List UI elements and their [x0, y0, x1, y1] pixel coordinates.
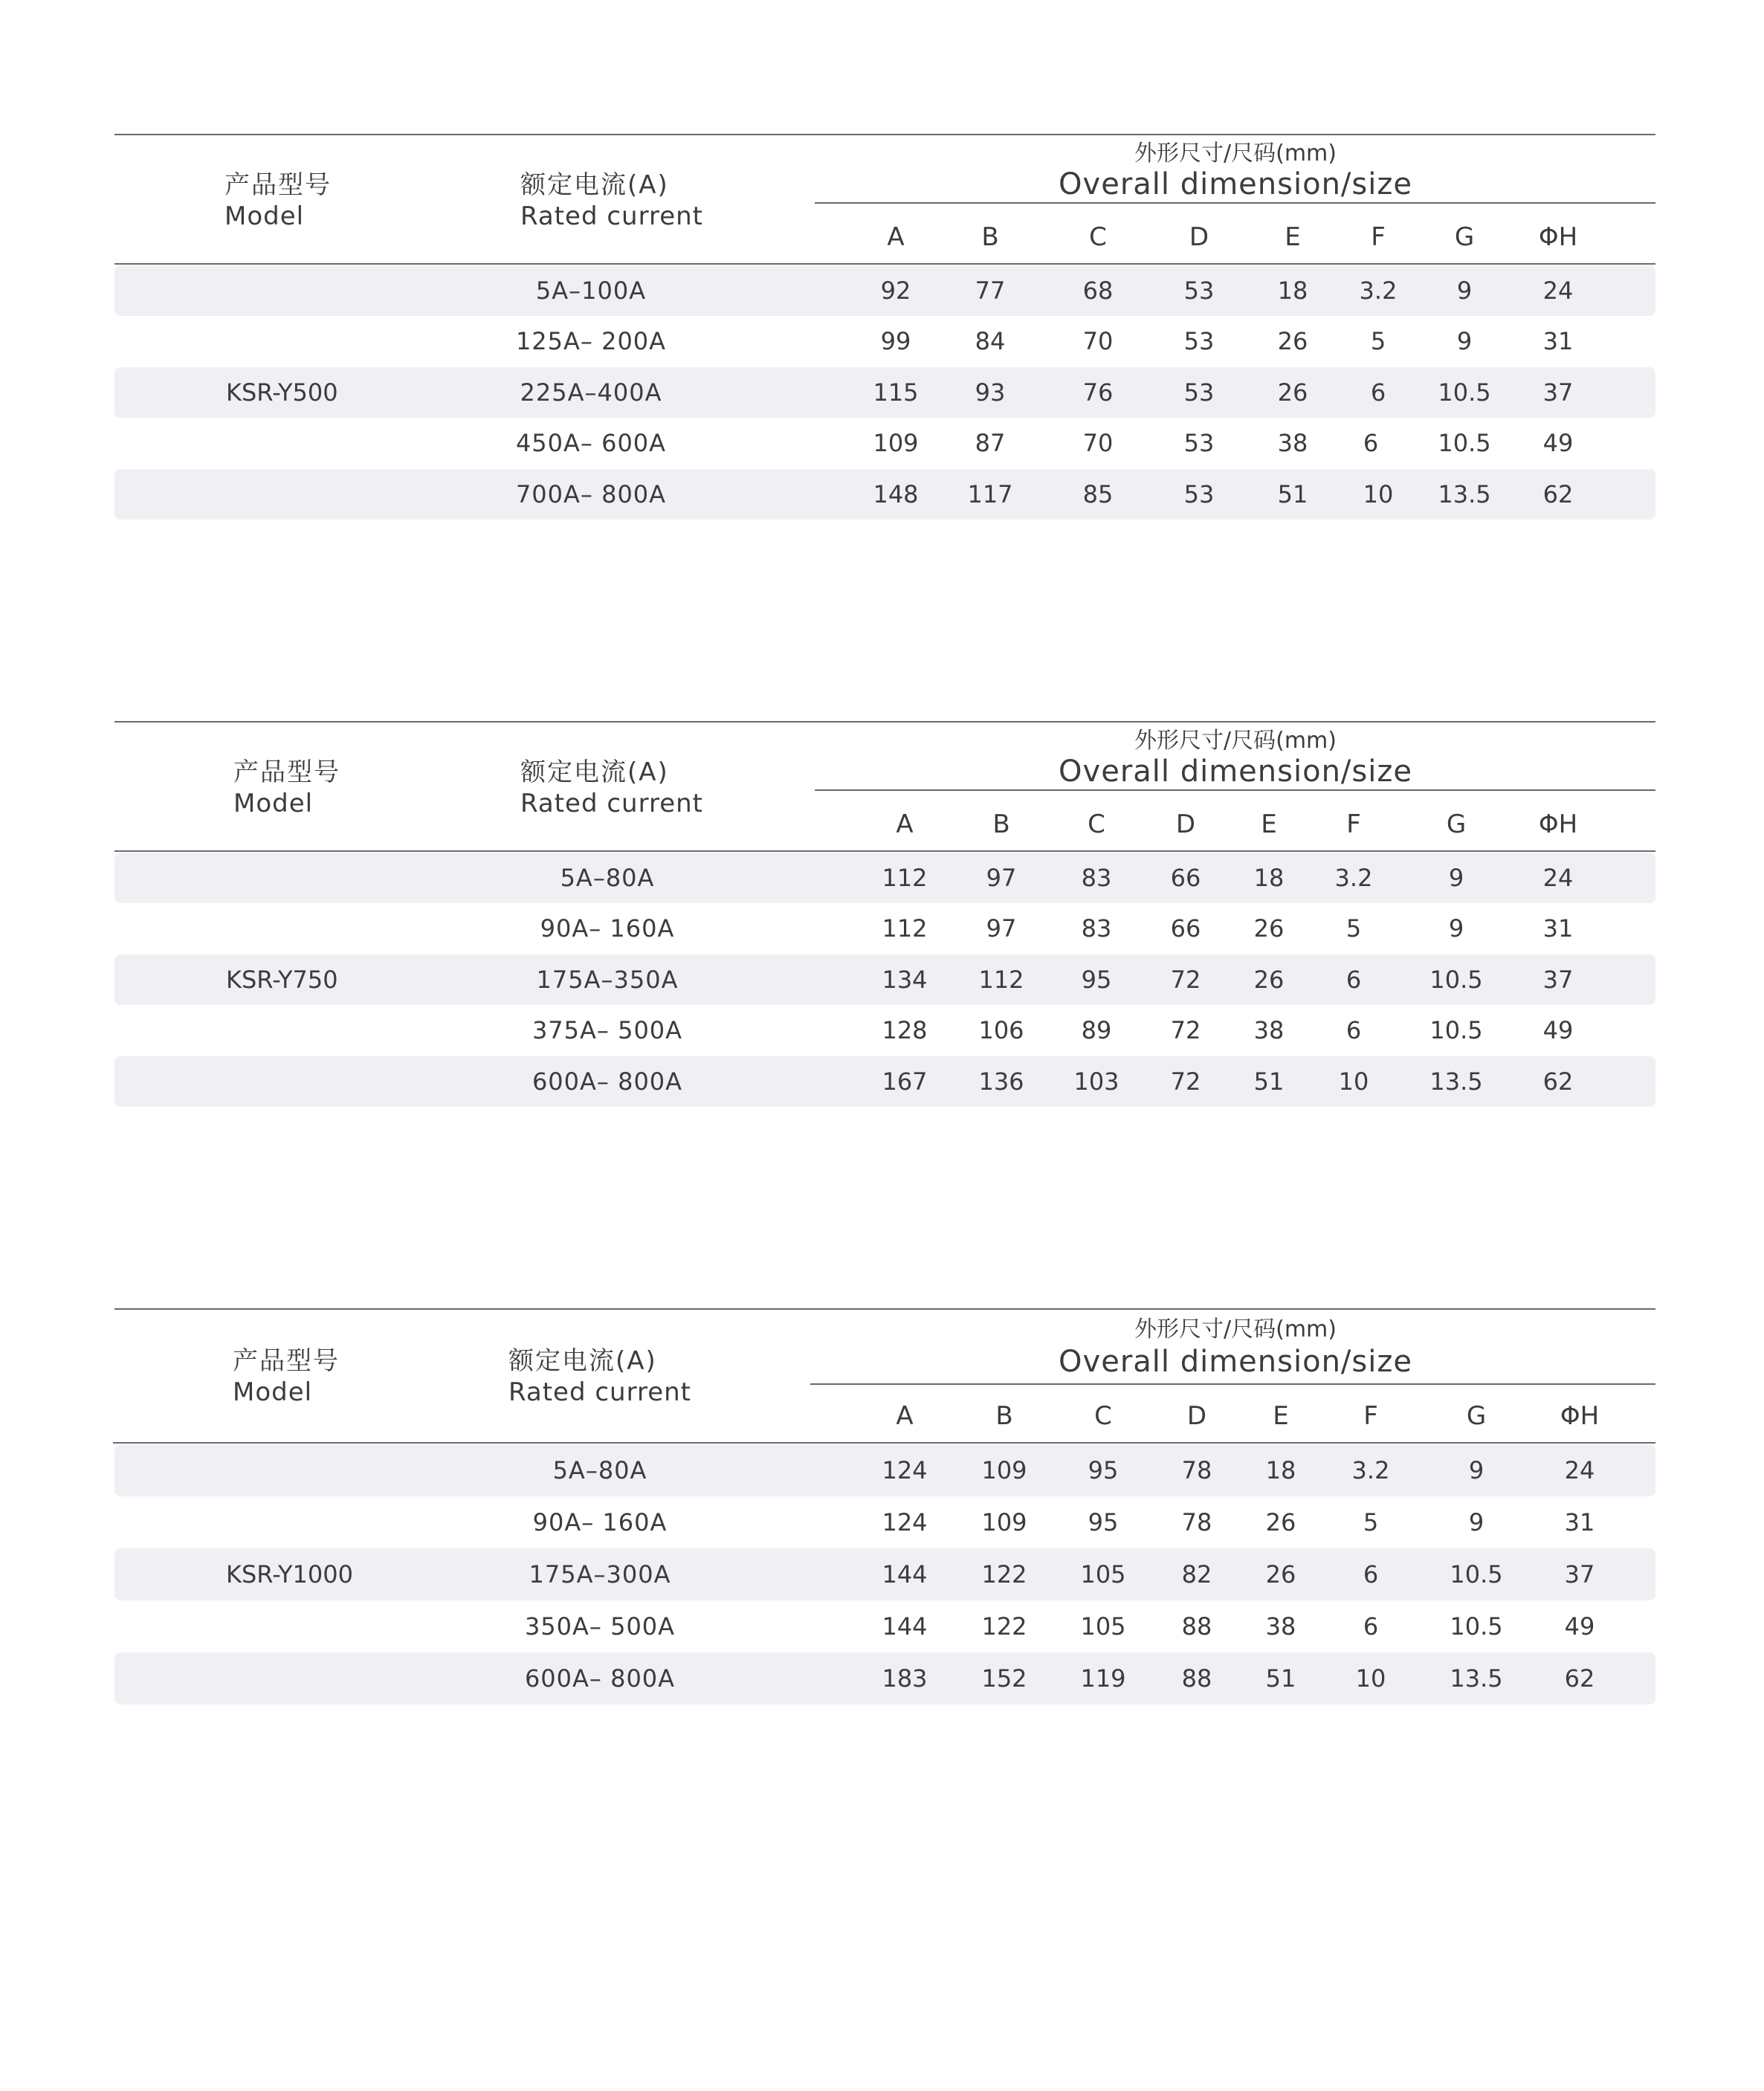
- dim-f-cell: 10: [1363, 480, 1394, 508]
- dimension-header-en: Overall dimension/size: [1059, 1345, 1412, 1379]
- dim-e-cell: 51: [1253, 1067, 1285, 1096]
- dim-d-cell: 82: [1181, 1560, 1212, 1589]
- dim-b-cell: 93: [975, 378, 1006, 407]
- dim-g-cell: 9: [1468, 1508, 1484, 1536]
- dim-e-cell: 26: [1265, 1508, 1296, 1536]
- col-head-f: F: [1363, 1401, 1378, 1431]
- dim-c-cell: 119: [1080, 1664, 1126, 1693]
- dim-c-cell: 95: [1081, 966, 1112, 994]
- col-head-e: E: [1261, 809, 1277, 839]
- spec-table-ksr-y750: [114, 721, 1655, 1108]
- dim-g-cell: 10.5: [1450, 1612, 1503, 1641]
- dim-d-cell: 53: [1183, 429, 1215, 457]
- dim-e-cell: 51: [1265, 1664, 1296, 1693]
- dim-c-cell: 89: [1081, 1016, 1112, 1044]
- model-header-cn: 产品型号: [233, 1346, 340, 1376]
- col-head-f: F: [1346, 809, 1361, 839]
- dim-c-cell: 70: [1082, 429, 1114, 457]
- table-row: [114, 903, 1655, 954]
- current-header-en: Rated current: [508, 1377, 692, 1407]
- model-header-en: Model: [224, 201, 305, 231]
- dim-e-cell: 18: [1265, 1456, 1296, 1484]
- dim-c-cell: 105: [1080, 1560, 1126, 1589]
- dim-f-cell: 3.2: [1334, 864, 1373, 892]
- dim-a-cell: 92: [880, 277, 911, 305]
- table-row: [114, 1444, 1655, 1496]
- dim-phi-h-cell: 62: [1542, 1067, 1574, 1096]
- dim-e-cell: 38: [1265, 1612, 1296, 1641]
- dim-d-cell: 72: [1170, 1016, 1201, 1044]
- dim-c-cell: 95: [1088, 1456, 1119, 1484]
- dim-e-cell: 26: [1253, 966, 1285, 994]
- dim-g-cell: 9: [1448, 914, 1464, 943]
- col-head-c: C: [1089, 222, 1107, 252]
- dim-a-cell: 99: [880, 327, 911, 355]
- dim-f-cell: 6: [1363, 429, 1379, 457]
- dim-d-cell: 72: [1170, 966, 1201, 994]
- dim-f-cell: 5: [1345, 914, 1362, 943]
- dim-a-cell: 167: [882, 1067, 928, 1096]
- model-header-cn: 产品型号: [224, 170, 332, 200]
- dimension-header-cn: 外形尺寸/尺码(mm): [1134, 140, 1337, 167]
- table-row: [114, 418, 1655, 468]
- dim-c-cell: 68: [1082, 277, 1114, 305]
- dim-d-cell: 78: [1181, 1456, 1212, 1484]
- dim-phi-h-cell: 24: [1542, 864, 1574, 892]
- dim-phi-h-cell: 37: [1564, 1560, 1595, 1589]
- dim-phi-h-cell: 24: [1564, 1456, 1595, 1484]
- dim-phi-h-cell: 24: [1542, 277, 1574, 305]
- col-head-g: G: [1466, 1401, 1487, 1431]
- rated-current-cell: 5A–100A: [535, 277, 647, 305]
- rated-current-cell: 5A–80A: [552, 1456, 647, 1484]
- dim-a-cell: 112: [882, 864, 928, 892]
- rated-current-cell: 225A–400A: [520, 378, 662, 407]
- dim-f-cell: 3.2: [1359, 277, 1398, 305]
- col-head-f: F: [1371, 222, 1386, 252]
- dim-phi-h-cell: 31: [1542, 914, 1574, 943]
- dim-b-cell: 87: [975, 429, 1006, 457]
- dim-e-cell: 18: [1253, 864, 1285, 892]
- current-header-en: Rated current: [520, 789, 704, 818]
- col-head-b: B: [981, 222, 999, 252]
- table-row: [114, 1600, 1655, 1652]
- dimension-header-rule: [810, 1383, 1655, 1385]
- dim-phi-h-cell: 37: [1542, 378, 1574, 407]
- dim-e-cell: 26: [1277, 327, 1308, 355]
- spec-table-ksr-y500: [114, 134, 1655, 520]
- dim-g-cell: 9: [1448, 864, 1464, 892]
- dim-e-cell: 18: [1277, 277, 1308, 305]
- rated-current-cell: 600A– 800A: [524, 1664, 676, 1693]
- col-head-c: C: [1088, 809, 1105, 839]
- rated-current-cell: 375A– 500A: [532, 1016, 683, 1044]
- dim-d-cell: 66: [1170, 864, 1201, 892]
- dim-g-cell: 13.5: [1429, 1067, 1483, 1096]
- rated-current-cell: 175A–350A: [536, 966, 679, 994]
- dim-a-cell: 112: [882, 914, 928, 943]
- col-head-c: C: [1094, 1401, 1112, 1431]
- table-row: [114, 1496, 1655, 1548]
- table-row: [114, 1652, 1655, 1704]
- dim-a-cell: 128: [882, 1016, 928, 1044]
- dim-a-cell: 144: [882, 1560, 928, 1589]
- col-head-b: B: [995, 1401, 1013, 1431]
- col-head-g: G: [1454, 222, 1475, 252]
- dim-e-cell: 51: [1277, 480, 1308, 508]
- model-header-en: Model: [233, 789, 314, 818]
- dim-c-cell: 103: [1073, 1067, 1120, 1096]
- col-head-phi-h: ΦH: [1538, 809, 1578, 839]
- header-bottom-rule: [114, 850, 1655, 852]
- dim-phi-h-cell: 49: [1564, 1612, 1595, 1641]
- table-top-rule: [114, 134, 1655, 135]
- dim-a-cell: 109: [873, 429, 919, 457]
- dim-d-cell: 78: [1181, 1508, 1212, 1536]
- dim-f-cell: 5: [1370, 327, 1386, 355]
- rated-current-cell: 125A– 200A: [515, 327, 667, 355]
- dim-d-cell: 88: [1181, 1612, 1212, 1641]
- dim-d-cell: 53: [1183, 378, 1215, 407]
- table-row: [114, 954, 1655, 1005]
- dim-phi-h-cell: 62: [1564, 1664, 1595, 1693]
- dim-c-cell: 85: [1082, 480, 1114, 508]
- dimension-header-en: Overall dimension/size: [1059, 167, 1412, 201]
- dim-b-cell: 109: [981, 1508, 1027, 1536]
- table-row: [114, 265, 1655, 316]
- dim-a-cell: 134: [882, 966, 928, 994]
- col-head-phi-h: ΦH: [1560, 1401, 1600, 1431]
- dimension-header-cn: 外形尺寸/尺码(mm): [1134, 1316, 1337, 1342]
- col-head-e: E: [1285, 222, 1301, 252]
- dim-a-cell: 183: [882, 1664, 928, 1693]
- dim-c-cell: 95: [1088, 1508, 1119, 1536]
- col-head-phi-h: ΦH: [1538, 222, 1578, 252]
- dim-g-cell: 10.5: [1450, 1560, 1503, 1589]
- dim-f-cell: 6: [1363, 1560, 1379, 1589]
- rated-current-cell: 175A–300A: [529, 1560, 671, 1589]
- dim-g-cell: 13.5: [1438, 480, 1491, 508]
- dim-g-cell: 10.5: [1429, 1016, 1483, 1044]
- dim-d-cell: 53: [1183, 480, 1215, 508]
- rated-current-cell: 5A–80A: [560, 864, 655, 892]
- dim-e-cell: 26: [1253, 914, 1285, 943]
- dim-phi-h-cell: 62: [1542, 480, 1574, 508]
- dim-g-cell: 9: [1456, 327, 1473, 355]
- dim-c-cell: 105: [1080, 1612, 1126, 1641]
- dim-b-cell: 77: [975, 277, 1006, 305]
- dim-b-cell: 84: [975, 327, 1006, 355]
- dimension-header-en: Overall dimension/size: [1059, 754, 1412, 789]
- dim-d-cell: 88: [1181, 1664, 1212, 1693]
- dim-e-cell: 26: [1265, 1560, 1296, 1589]
- dim-phi-h-cell: 37: [1542, 966, 1574, 994]
- dim-b-cell: 112: [978, 966, 1024, 994]
- dim-g-cell: 10.5: [1438, 378, 1491, 407]
- model-name: KSR-Y500: [226, 378, 338, 407]
- dim-b-cell: 122: [981, 1560, 1027, 1589]
- model-header-en: Model: [233, 1377, 313, 1407]
- dim-b-cell: 117: [967, 480, 1013, 508]
- dimension-header-rule: [815, 789, 1655, 791]
- col-head-a: A: [887, 222, 905, 252]
- model-name: KSR-Y750: [226, 966, 338, 994]
- dim-b-cell: 106: [978, 1016, 1024, 1044]
- dim-e-cell: 26: [1277, 378, 1308, 407]
- dim-g-cell: 10.5: [1438, 429, 1491, 457]
- dim-d-cell: 53: [1183, 277, 1215, 305]
- dim-f-cell: 6: [1345, 1016, 1362, 1044]
- model-header-cn: 产品型号: [233, 757, 340, 787]
- header-bottom-rule: [113, 1442, 1655, 1444]
- dim-a-cell: 124: [882, 1456, 928, 1484]
- dim-phi-h-cell: 49: [1542, 429, 1574, 457]
- dim-a-cell: 144: [882, 1612, 928, 1641]
- col-head-g: G: [1446, 809, 1467, 839]
- dim-phi-h-cell: 31: [1542, 327, 1574, 355]
- dim-g-cell: 9: [1468, 1456, 1484, 1484]
- rated-current-cell: 350A– 500A: [524, 1612, 676, 1641]
- dim-b-cell: 97: [986, 864, 1017, 892]
- table-row: [114, 1005, 1655, 1056]
- rated-current-cell: 90A– 160A: [540, 914, 675, 943]
- current-header-cn: 额定电流(A): [520, 170, 669, 200]
- table-row: [114, 469, 1655, 520]
- dim-a-cell: 148: [873, 480, 919, 508]
- dim-g-cell: 10.5: [1429, 966, 1483, 994]
- dimension-header-rule: [815, 202, 1655, 204]
- col-head-d: D: [1189, 222, 1209, 252]
- dim-b-cell: 152: [981, 1664, 1027, 1693]
- dim-a-cell: 115: [873, 378, 919, 407]
- dim-f-cell: 5: [1363, 1508, 1379, 1536]
- rated-current-cell: 90A– 160A: [532, 1508, 668, 1536]
- dim-d-cell: 66: [1170, 914, 1201, 943]
- dim-c-cell: 76: [1082, 378, 1114, 407]
- dim-f-cell: 6: [1363, 1612, 1379, 1641]
- dim-f-cell: 10: [1355, 1664, 1386, 1693]
- current-header-cn: 额定电流(A): [508, 1346, 657, 1376]
- dim-f-cell: 6: [1345, 966, 1362, 994]
- dim-f-cell: 6: [1370, 378, 1386, 407]
- table-top-rule: [114, 1308, 1655, 1310]
- col-head-d: D: [1175, 809, 1196, 839]
- dim-b-cell: 109: [981, 1456, 1027, 1484]
- header-bottom-rule: [114, 263, 1655, 265]
- dim-c-cell: 83: [1081, 864, 1112, 892]
- dim-f-cell: 3.2: [1351, 1456, 1390, 1484]
- table-row: [114, 1548, 1655, 1600]
- col-head-a: A: [896, 809, 914, 839]
- rated-current-cell: 450A– 600A: [515, 429, 667, 457]
- dim-f-cell: 10: [1338, 1067, 1369, 1096]
- dim-c-cell: 83: [1081, 914, 1112, 943]
- dim-d-cell: 53: [1183, 327, 1215, 355]
- rated-current-cell: 600A– 800A: [532, 1067, 683, 1096]
- rated-current-cell: 700A– 800A: [515, 480, 667, 508]
- col-head-b: B: [992, 809, 1010, 839]
- table-top-rule: [114, 721, 1655, 723]
- table-row: [114, 1056, 1655, 1107]
- dimension-header-cn: 外形尺寸/尺码(mm): [1134, 728, 1337, 754]
- table-row: [114, 853, 1655, 903]
- current-header-en: Rated current: [520, 201, 704, 231]
- dim-b-cell: 97: [986, 914, 1017, 943]
- dim-phi-h-cell: 49: [1542, 1016, 1574, 1044]
- dim-b-cell: 122: [981, 1612, 1027, 1641]
- dim-a-cell: 124: [882, 1508, 928, 1536]
- table-row: [114, 316, 1655, 366]
- dim-b-cell: 136: [978, 1067, 1024, 1096]
- dim-phi-h-cell: 31: [1564, 1508, 1595, 1536]
- dim-g-cell: 9: [1456, 277, 1473, 305]
- model-name: KSR-Y1000: [226, 1560, 353, 1589]
- dim-d-cell: 72: [1170, 1067, 1201, 1096]
- dim-g-cell: 13.5: [1450, 1664, 1503, 1693]
- dim-e-cell: 38: [1277, 429, 1308, 457]
- col-head-d: D: [1186, 1401, 1207, 1431]
- dim-c-cell: 70: [1082, 327, 1114, 355]
- current-header-cn: 额定电流(A): [520, 757, 669, 787]
- table-row: [114, 367, 1655, 418]
- spec-table-ksr-y1000: [114, 1308, 1655, 1710]
- col-head-a: A: [896, 1401, 914, 1431]
- col-head-e: E: [1273, 1401, 1289, 1431]
- dim-e-cell: 38: [1253, 1016, 1285, 1044]
